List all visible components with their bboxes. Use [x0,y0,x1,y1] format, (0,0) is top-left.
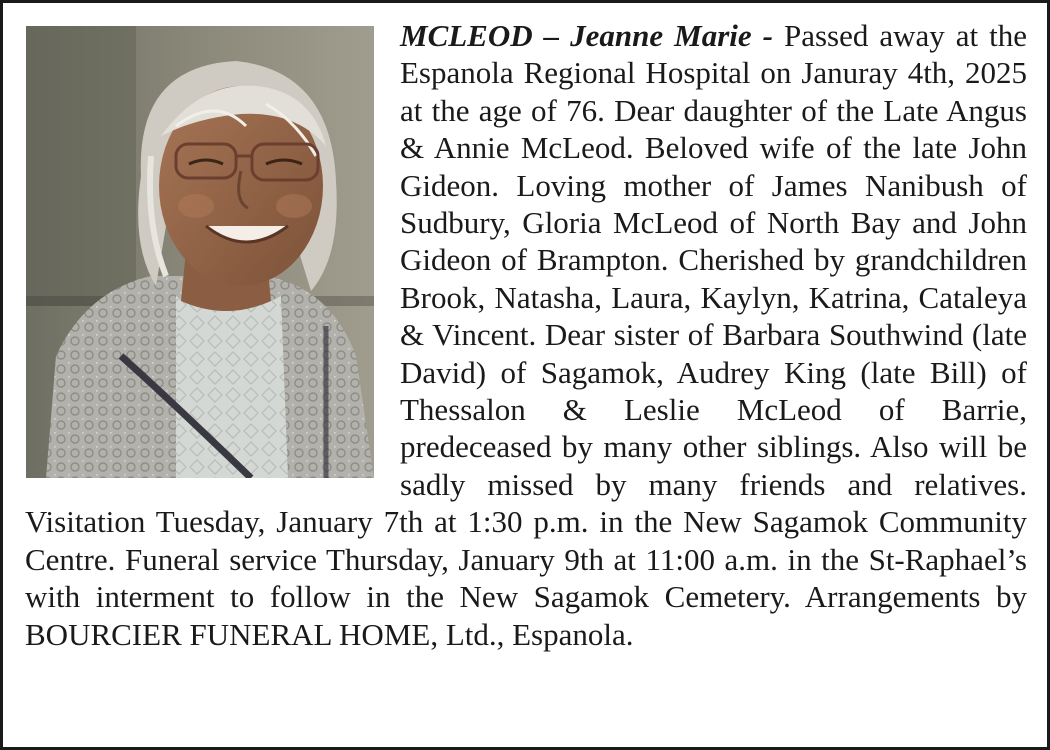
obituary-text: Passed away at the Espanola Regional Hospital on Januray 4th, 2025 at the age of 76. Dear daughter of the Late Angus & Annie McLeod. Beloved wife of the late John Gideon. Loving mother of James Nanibush of Sudbury, Gloria McLeod of North Bay and John Gideon of Brampton. Cherished by grandchildren Brook, Natasha, Laura, Kaylyn, Katrina, Cataleya & Vincent. Dear sister of Barbara Southwind (late David) of Sagamok, Audrey King (late Bill) of Thessalon & Leslie McLeod of Barrie, predeceased by many other siblings. Also will be sadly missed by many friends and relatives. Visitation Tuesday, January 7th at 1:30 p.m. in the New Sagamok Community Centre. Funeral service Thursday, January 9th at 11:00 a.m. in the St-Raphael’s with interment to follow in the New Sagamok Cemetery. Arrangements by BOURCIER FUNERAL HOME, Ltd., Espanola. [25,18,1027,652]
name-dash: - [751,18,773,53]
portrait-photo-illustration [26,26,374,478]
obituary-notice-content [25,17,1027,653]
name-separator: – [532,18,571,53]
deceased-surname: MCLEOD [400,18,533,53]
deceased-given-names: Jeanne Marie [570,18,752,53]
portrait-photo [26,26,374,478]
